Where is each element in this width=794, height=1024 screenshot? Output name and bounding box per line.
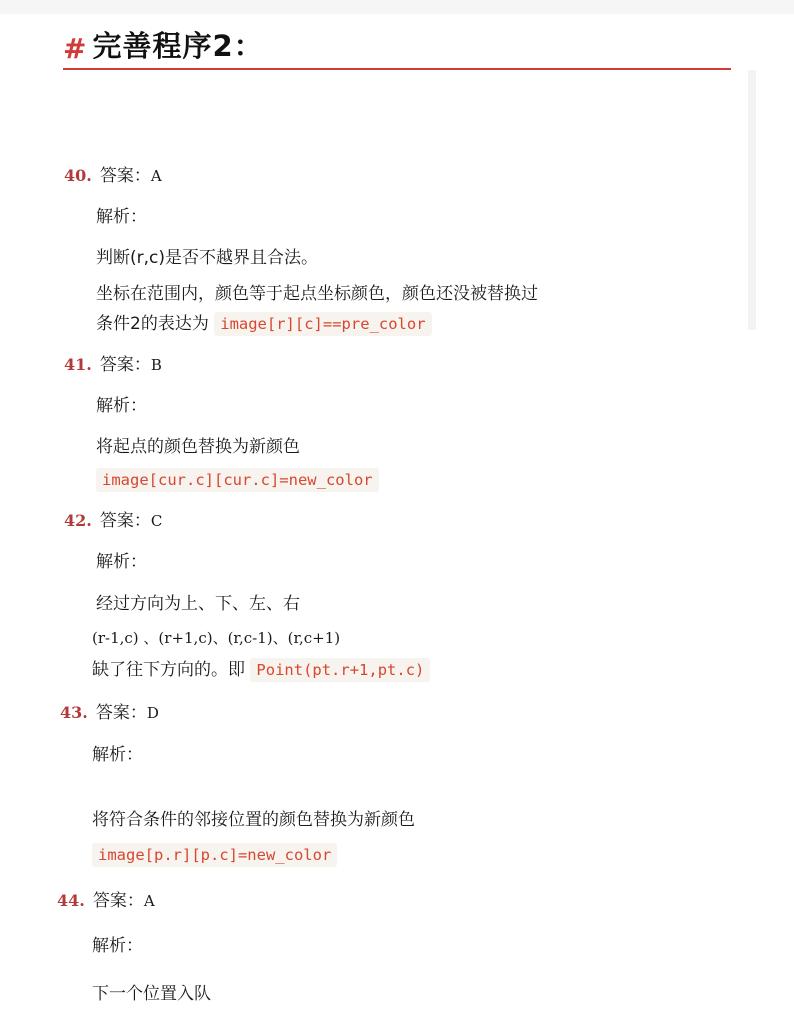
analysis-text: 坐标在范围内，颜色等于起点坐标颜色，颜色还没被替换过	[96, 284, 538, 304]
answer-line-41	[64, 353, 162, 377]
analysis-text: 缺了往下方向的。即	[92, 660, 251, 680]
question-number: 40.	[64, 166, 92, 185]
code-snippet: image[r][c]==pre_color	[214, 312, 431, 336]
coordinate-list: (r-1,c) 、(r+1,c)、(r,c-1)、(r,c+1)	[92, 629, 341, 647]
analysis-line-with-code	[92, 658, 430, 682]
answer-label: 答案：	[99, 355, 151, 375]
answer-value: D	[146, 704, 159, 722]
answer-label: 答案：	[92, 891, 144, 911]
heading-hash: #	[63, 32, 87, 65]
analysis-label: 解析：	[96, 396, 147, 416]
analysis-text: 将起点的颜色替换为新颜色	[96, 437, 300, 457]
top-band	[0, 0, 794, 14]
analysis-text: 经过方向为上、下、左、右	[96, 594, 300, 614]
analysis-text: 下一个位置入队	[92, 984, 211, 1004]
analysis-label: 解析：	[96, 207, 147, 227]
answer-line-43	[60, 701, 159, 725]
analysis-line-with-code	[96, 468, 379, 492]
answer-line-44	[57, 889, 155, 913]
answer-value: A	[150, 167, 162, 185]
answer-value: B	[150, 356, 162, 374]
code-snippet: image[p.r][p.c]=new_color	[92, 843, 337, 867]
answer-value: A	[143, 892, 155, 910]
code-snippet: image[cur.c][cur.c]=new_color	[96, 468, 379, 492]
page-shadow	[748, 70, 756, 330]
analysis-line-with-code	[92, 843, 337, 867]
analysis-text: 判断(r,c)是否不越界且合法。	[96, 248, 319, 268]
answer-label: 答案：	[99, 166, 151, 186]
question-number: 42.	[64, 511, 92, 530]
question-number: 41.	[64, 355, 92, 374]
question-number: 43.	[60, 703, 88, 722]
analysis-line-with-code	[96, 312, 432, 336]
analysis-label: 解析：	[92, 936, 143, 956]
question-number: 44.	[57, 891, 85, 910]
answer-line-42	[64, 509, 162, 533]
analysis-text: 将符合条件的邻接位置的颜色替换为新颜色	[92, 810, 415, 830]
code-snippet: Point(pt.r+1,pt.c)	[250, 658, 430, 682]
page-title: 完善程序2：	[92, 29, 264, 63]
analysis-label: 解析：	[96, 552, 147, 572]
page-heading	[63, 24, 731, 70]
analysis-text: 条件2的表达为	[96, 314, 215, 334]
answer-value: C	[150, 512, 163, 530]
answer-label: 答案：	[99, 511, 151, 531]
analysis-label: 解析：	[92, 745, 143, 765]
answer-line-40	[64, 164, 162, 188]
answer-label: 答案：	[95, 703, 147, 723]
